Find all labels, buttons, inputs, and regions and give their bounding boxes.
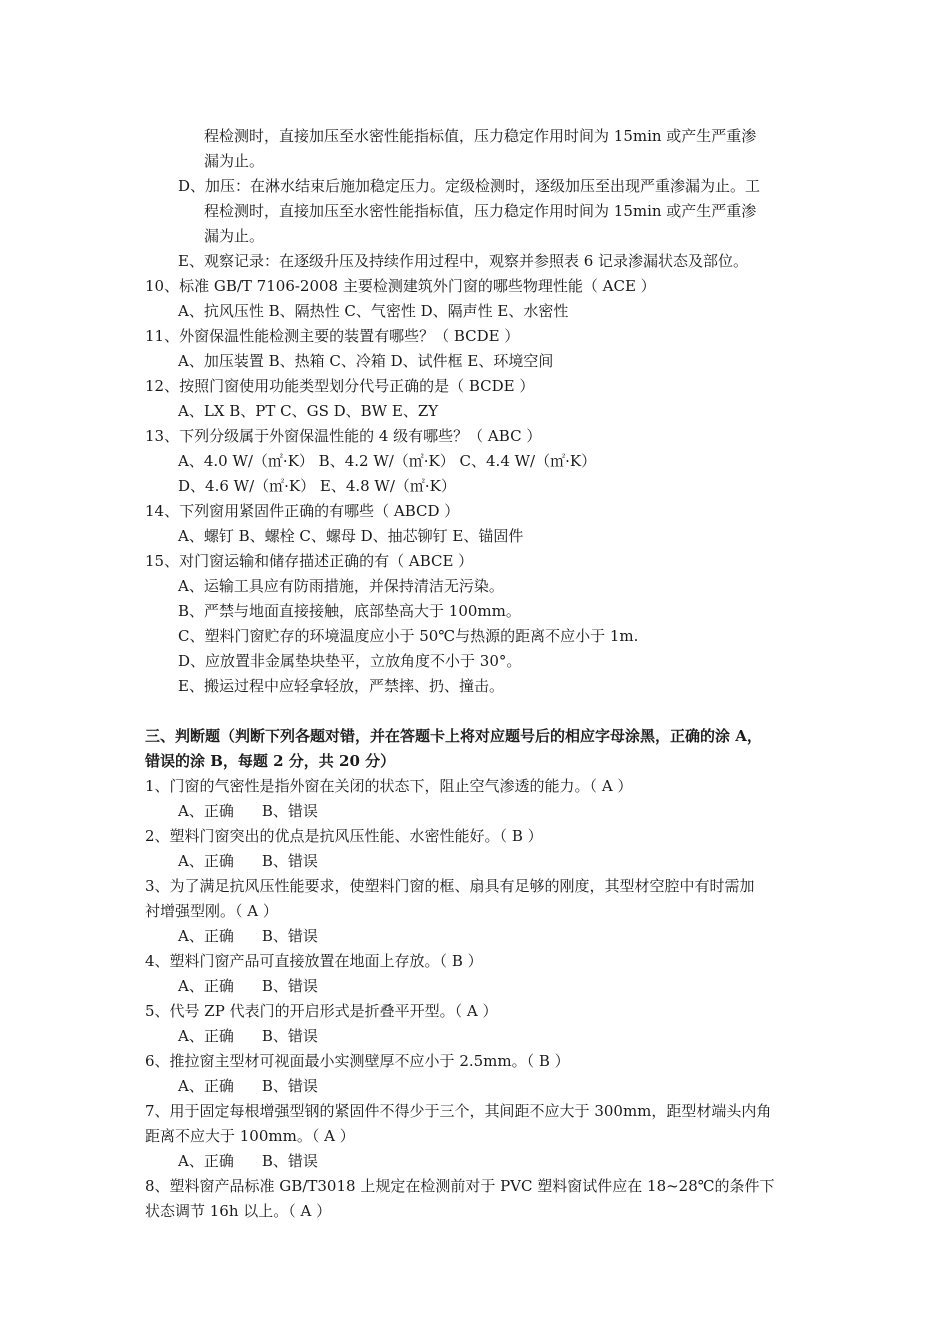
option-b-wrong: B、错误 — [261, 852, 318, 870]
question-13-options: A、4.0 W/（㎡·K） B、4.2 W/（㎡·K） C、4.4 W/（㎡·K） — [178, 452, 597, 470]
option-b-wrong: B、错误 — [261, 977, 318, 995]
tf-options — [178, 1151, 346, 1171]
option-a-correct: A、正确 — [178, 1152, 234, 1170]
option-c-continuation: 漏为止。 — [204, 152, 265, 170]
question-15-option-a: A、运输工具应有防雨措施，并保持清洁无污染。 — [178, 577, 504, 595]
tf-options — [178, 851, 346, 871]
option-a-correct: A、正确 — [178, 927, 234, 945]
section-heading-continuation: 错误的涂 B，每题 2 分，共 20 分） — [145, 752, 396, 770]
question-11-options: A、加压装置 B、热箱 C、冷箱 D、试件框 E、环境空间 — [178, 352, 554, 370]
option-a-correct: A、正确 — [178, 977, 234, 995]
tf-question-4: 4、塑料门窗产品可直接放置在地面上存放。（ B ） — [145, 952, 483, 970]
question-13: 13、下列分级属于外窗保温性能的 4 级有哪些？（ ABC ） — [145, 427, 542, 445]
option-b-wrong: B、错误 — [261, 927, 318, 945]
option-a-correct: A、正确 — [178, 1027, 234, 1045]
tf-question-6: 6、推拉窗主型材可视面最小实测壁厚不应小于 2.5mm。（ B ） — [145, 1052, 570, 1070]
question-10-options: A、抗风压性 B、隔热性 C、气密性 D、隔声性 E、水密性 — [178, 302, 569, 320]
section-heading: 三、判断题（判断下列各题对错，并在答题卡上将对应题号后的相应字母涂黑，正确的涂 A， — [145, 727, 762, 745]
question-15-option-b: B、严禁与地面直接接触，底部垫高大于 100mm。 — [178, 602, 521, 620]
question-13-options: D、4.6 W/（㎡·K） E、4.8 W/（㎡·K） — [178, 477, 456, 495]
question-15-option-e: E、搬运过程中应轻拿轻放，严禁摔、扔、撞击。 — [178, 677, 504, 695]
tf-options — [178, 1026, 346, 1046]
question-10: 10、标准 GB/T 7106-2008 主要检测建筑外门窗的哪些物理性能（ ACE ） — [145, 277, 656, 295]
tf-question-1: 1、门窗的气密性是指外窗在关闭的状态下，阻止空气渗透的能力。（ A ） — [145, 777, 633, 795]
question-15: 15、对门窗运输和储存描述正确的有（ ABCE ） — [145, 552, 474, 570]
option-b-wrong: B、错误 — [261, 802, 318, 820]
tf-question-3: 3、为了满足抗风压性能要求，使塑料门窗的框、扇具有足够的刚度，其型材空腔中有时需加 — [145, 877, 755, 895]
question-14: 14、下列窗用紧固件正确的有哪些（ ABCD ） — [145, 502, 460, 520]
tf-question-2: 2、塑料门窗突出的优点是抗风压性能、水密性能好。（ B ） — [145, 827, 543, 845]
option-b-wrong: B、错误 — [261, 1077, 318, 1095]
option-a-correct: A、正确 — [178, 852, 234, 870]
question-12-options: A、LX B、PT C、GS D、BW E、ZY — [178, 402, 439, 420]
option-d: D、加压：在淋水结束后施加稳定压力。定级检测时，逐级加压至出现严重渗漏为止。工 — [178, 177, 761, 195]
tf-question-8: 8、塑料窗产品标准 GB/T3018 上规定在检测前对于 PVC 塑料窗试件应在 18~28℃的条件下 — [145, 1177, 775, 1195]
tf-options — [178, 801, 346, 821]
question-11: 11、外窗保温性能检测主要的装置有哪些？（ BCDE ） — [145, 327, 520, 345]
question-15-option-d: D、应放置非金属垫块垫平，立放角度不小于 30°。 — [178, 652, 522, 670]
question-15-option-c: C、塑料门窗贮存的环境温度应小于 50℃与热源的距离不应小于 1m. — [178, 627, 639, 645]
tf-options — [178, 926, 346, 946]
option-a-correct: A、正确 — [178, 1077, 234, 1095]
tf-question-7: 7、用于固定每根增强型钢的紧固件不得少于三个，其间距不应大于 300mm，距型材端头内角 — [145, 1102, 772, 1120]
tf-question-5: 5、代号 ZP 代表门的开启形式是折叠平开型。（ A ） — [145, 1002, 498, 1020]
question-12: 12、按照门窗使用功能类型划分代号正确的是（ BCDE ） — [145, 377, 535, 395]
tf-options — [178, 1076, 346, 1096]
question-14-options: A、螺钉 B、螺栓 C、螺母 D、抽芯铆钉 E、锚固件 — [178, 527, 524, 545]
option-a-correct: A、正确 — [178, 802, 234, 820]
tf-question-3-continuation: 衬增强型刚。（ A ） — [145, 902, 278, 920]
option-b-wrong: B、错误 — [261, 1027, 318, 1045]
option-c-continuation: 程检测时，直接加压至水密性能指标值，压力稳定作用时间为 15min 或产生严重渗 — [204, 127, 757, 145]
tf-options — [178, 976, 346, 996]
tf-question-7-continuation: 距离不应大于 100mm。（ A ） — [145, 1127, 355, 1145]
tf-question-8-continuation: 状态调节 16h 以上。（ A ） — [145, 1202, 332, 1220]
option-b-wrong: B、错误 — [261, 1152, 318, 1170]
option-e: E、观察记录：在逐级升压及持续作用过程中，观察并参照表 6 记录渗漏状态及部位。 — [178, 252, 749, 270]
option-d-continuation: 漏为止。 — [204, 227, 265, 245]
option-d-continuation: 程检测时，直接加压至水密性能指标值，压力稳定作用时间为 15min 或产生严重渗 — [204, 202, 757, 220]
